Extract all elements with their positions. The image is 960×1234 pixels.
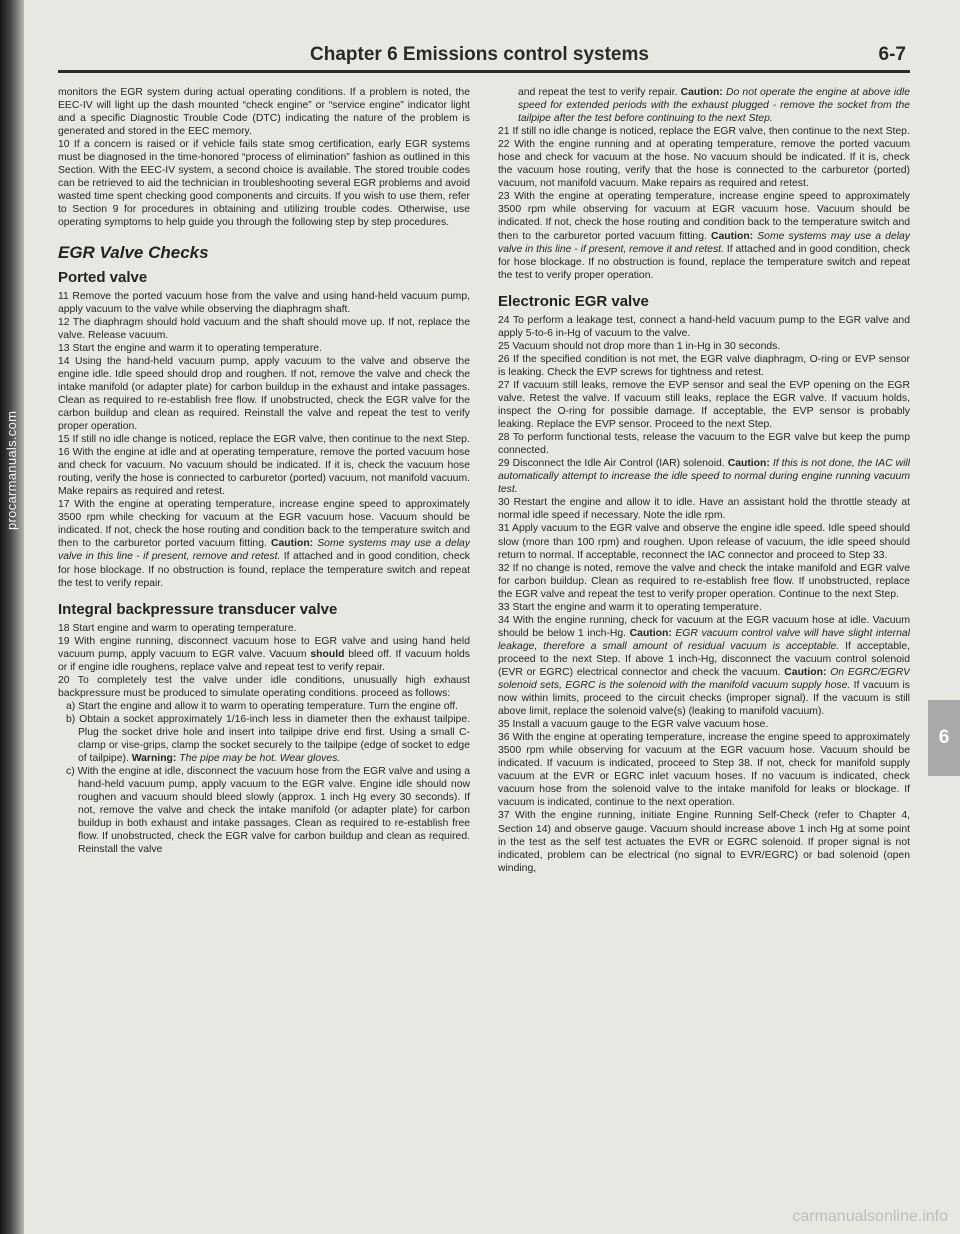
heading-egr-valve-checks: EGR Valve Checks (58, 242, 209, 262)
paragraph-14: 14 Using the hand-held vacuum pump, apply vacuum to the valve and observe the engine idle. Idle speed should drop and roughen. If not, remove the valve and check the intake manifold (or adapter plate) for carbon buildup in the exhaust and intake passages. Clean as required to re-establish free flow. If unobstructed, check the EGR valve for the carbon buildup and clean as required. Reinstall the valve and repeat the test to verify proper operation. (58, 355, 470, 432)
paragraph-15: 15 If still no idle change is noticed, replace the EGR valve, then continue to the next Step. (58, 434, 470, 446)
heading-ported-valve: Ported valve (58, 268, 148, 286)
paragraph-34-end: If vacuum is now within limits, proceed to the circuit checks (improper signal). If the vacuum is still above limit, replace the solenoid valve(s) (leaking to manifold vacuum). (498, 680, 910, 718)
heading-integral-backpressure: Integral backpressure transducer valve (58, 600, 338, 618)
paragraph-34-mid: If acceptable, proceed to the next Step. If above 1 inch-Hg, disconnect the vacuum control solenoid (EVR or EGRC) electrical connector and check the vacuum. (498, 640, 910, 678)
page-number: 6-7 (878, 44, 906, 65)
paragraph-continued (498, 86, 910, 125)
sub-step-c: c) With the engine at idle, disconnect the vacuum hose from the EGR valve and using a hand-held vacuum pump, apply vacuum to the EGR valve. Engine idle should now roughen and vacuum should bleed slowly (approx. 1 inch Hg every 30 seconds). If not, remove the valve and check the intake manifold (or adapter plate) for carbon buildup in both exhaust and intake passages. Clean as required to re-establish free flow. If unobstructed, check the EGR valve for carbon buildup and clean as required. Reinstall the valve (66, 766, 470, 856)
paragraph-18: 18 Start engine and warm to operating temperature. (58, 622, 297, 634)
paragraph-30: 30 Restart the engine and allow it to idle. Have an assistant hold the throttle steady at normal idle speed if necessary. Note the idle rpm. (498, 497, 910, 522)
paragraph-19-end: bleed off. If vacuum holds or if engine idle roughens, replace valve and repeat test to verify repair. (58, 648, 470, 673)
paragraph-26: 26 If the specified condition is not met, the EGR valve diaphragm, O-ring or EVP sensor is leaking. Check the EVP screws for tightness and retest. (498, 353, 910, 378)
caution-label: Caution: (629, 627, 672, 639)
paragraph-22: 22 With the engine running and at operating temperature, remove the ported vacuum hose and check for vacuum at the hose. No vacuum should be indicated. If it is, check the vacuum hose routing, verify that the hose is connected to the carburetor (ported) vacuum, not manifold vacuum. Make repairs as required and retest. (498, 139, 910, 190)
caution-label: Caution: (711, 230, 754, 242)
sub-step-a: a) Start the engine and allow it to warm to operating temperature. Turn the engine off. (66, 700, 458, 712)
paragraph-34 (498, 614, 910, 718)
paragraph-35: 35 Install a vacuum gauge to the EGR valve vacuum hose. (498, 719, 769, 731)
paragraph-19-emphasis: should (310, 648, 345, 660)
left-column (58, 86, 470, 1211)
caution-label: Caution: (727, 458, 770, 470)
right-column (498, 86, 910, 1211)
paragraph-36: 36 With the engine at operating temperature, increase the engine speed to approximately 3500 rpm while observing for vacuum at the EGR vacuum hose. Vacuum should be indicated. If vacuum is indicated, proceed to Step 38. If not, check for manifold supply vacuum at the EVR or EGRC inlet vacuum hoses. If no vacuum is indicated, check vacuum hose from the solenoid valve to the intake manifold for leaks or blockage. If vacuum is indicated, continue to the next operation. (498, 732, 910, 809)
paragraph-34-text: 34 With the engine running, check for vacuum at the EGR vacuum hose at idle. Vacuum should be below 1 inch-Hg. (498, 614, 910, 639)
paragraph-31: 31 Apply vacuum to the EGR valve and observe the engine idle speed. Idle speed should slow (more than 100 rpm) and roughen. Upon release of vacuum, the idle speed should return to normal. If acceptable, reconnect the IAC connector and proceed to Step 33. (498, 523, 910, 561)
paragraph-intro: monitors the EGR system during actual operating conditions. If a problem is noted, the EEC-IV will light up the dash mounted “check engine” or “service engine” indicator light and a specific Diagnostic Trouble Code (DTC) indicating the nature of the problem is generated and stored in the EEC memory. (58, 87, 470, 138)
paragraph-29 (498, 457, 910, 496)
paragraph-33: 33 Start the engine and warm it to operating temperature. (498, 601, 762, 613)
paragraph-23-text: 23 With the engine at operating temperature, increase engine speed to approximately 3500 rpm while observing for vacuum at EGR vacuum hose. Vacuum should be indicated. If not, check the hose routing and condition back to the temperature switch and then to the carburetor ported vacuum fitting. (498, 191, 910, 242)
paragraph-11: 11 Remove the ported vacuum hose from the valve and using hand-held vacuum pump, apply vacuum to the valve while observing the diaphragm shaft. (58, 290, 470, 315)
sub-step-b-text: b) Obtain a socket approximately 1/16-inch less in diameter then the exhaust tailpipe. Plug the socket drive hole and insert into tailpipe drive end first. Using a small C-clamp or vise-grips, clamp the socket securely to the tailpipe (edge of socket to edge of tailpipe). (66, 713, 470, 765)
bottom-watermark: carmanualsonline.info (792, 1208, 948, 1225)
paragraph-17 (58, 498, 470, 589)
caution-text: Do not operate the engine at above idle speed for extended periods with the exhaust plugged - remove the socket from the tailpipe after the test before continuing to the next Step. (518, 87, 910, 125)
paragraph-27: 27 If vacuum still leaks, remove the EVP sensor and seal the EVP opening on the EGR valve. Retest the valve. If vacuum still leaks, replace the EGR valve. If vacuum holds, inspect the O-ring for possible damage. If acceptable, the EVP sensor is probably leaking. Replace the EVP sensor. Proceed to the next Step. (498, 379, 910, 431)
caution-label: Caution: (680, 87, 723, 98)
book-binding-shadow (0, 0, 24, 1234)
paragraph-25: 25 Vacuum should not drop more than 1 in-Hg in 30 seconds. (498, 340, 781, 352)
paragraph-24: 24 To perform a leakage test, connect a hand-held vacuum pump to the EGR valve and apply 5-to-6 in-Hg of vacuum to the valve. (498, 314, 910, 339)
paragraph-21: 21 If still no idle change is noticed, replace the EGR valve, then continue to the next Step. (498, 126, 910, 138)
caution-label: Caution: (271, 538, 314, 550)
continued-text: and repeat the test to verify repair. (518, 87, 678, 98)
paragraph-13: 13 Start the engine and warm it to operating temperature. (58, 342, 322, 354)
caution-text: Some systems may use a delay valve in this line - if present, remove and retest. (58, 538, 470, 563)
caution-text: EGR vacuum control valve will have slight internal leakage, therefore a small amount of residual vacuum is acceptable. (498, 627, 910, 652)
caution-text-2: On EGRC/EGRV solenoid sets, EGRC is the solenoid with the manifold vacuum supply hose. (498, 666, 910, 692)
paragraph-32: 32 If no change is noted, remove the valve and check the intake manifold and EGR valve for carbon buildup. Clean as required to re-establish free flow. If unobstructed, replace the EGR valve and repeat the test to verify proper operation. Continue to the next Step. (498, 562, 910, 600)
paragraph-19-text: 19 With engine running, disconnect vacuum hose to EGR valve and using hand held vacuum pump, apply vacuum to EGR valve. Vacuum (58, 635, 470, 660)
paragraph-17-end: If attached and in good condition, check for hose blockage. If no obstruction is found, replace the temperature switch and repeat the test to verify repair. (58, 551, 470, 589)
paragraph-23-end: If attached and in good condition, check for hose blockage. If no obstruction is found, replace the temperature switch and repeat the test to verify proper operation. (498, 243, 910, 281)
chapter-tab: 6 (928, 700, 960, 776)
paragraph-23 (498, 190, 910, 281)
header-rule (58, 70, 910, 73)
paragraph-19 (58, 635, 470, 674)
sub-step-b (58, 713, 470, 765)
paragraph-20: 20 To completely test the valve under idle conditions, unusually high exhaust backpressure must be produced to simulate operating conditions. proceed as follows: (58, 674, 470, 699)
paragraph-28: 28 To perform functional tests, release the vacuum to the EGR valve but keep the pump connected. (498, 432, 910, 457)
warning-text: The pipe may be hot. Wear gloves. (179, 753, 341, 765)
caution-label-2: Caution: (784, 666, 827, 678)
paragraph-12: 12 The diaphragm should hold vacuum and the shaft should move up. If not, replace the valve. Release vacuum. (58, 316, 470, 341)
caution-text: If this is not done, the IAC will automatically attempt to increase the idle speed to normal during engine running vacuum test. (498, 458, 910, 496)
paragraph-10: 10 If a concern is raised or if vehicle fails state smog certification, early EGR systems must be diagnosed in the time-honored “process of elimination” fashion as outlined in this Section. With the EEC-IV system, a second choice is available. The stored trouble codes can be retrieved to aid the technician in troubleshooting several EGR problems and avoid wasted time spent checking good components and circuits. If you wish to use them, refer to Section 9 for procedures in obtaining and utilizing trouble codes. Otherwise, use operating symptoms to help guide you through the following step by step procedures. (58, 139, 470, 229)
chapter-title: Chapter 6 Emissions control systems (310, 44, 649, 65)
paragraph-29-text: 29 Disconnect the Idle Air Control (IAR) solenoid. (498, 458, 725, 470)
paragraph-16: 16 With the engine at idle and at operating temperature, remove the ported vacuum hose and check for vacuum. No vacuum should be indicated. If it is, check the vacuum hose routing, verify the hose is connected to carburetor (ported) vacuum, not manifold vacuum. Make repairs as required and retest. (58, 447, 470, 498)
side-watermark: procarmanuals.com (4, 410, 19, 530)
warning-label: Warning: (131, 753, 177, 765)
caution-text: Some systems may use a delay valve in this line - if present, remove it and retest. (498, 230, 910, 255)
paragraph-17-text: 17 With the engine at operating temperature, increase engine speed to approximately 3500 rpm while checking for vacuum at the EGR vacuum hose. Vacuum should be indicated. If not, check the hose routing and condition back to the temperature switch and then to the carburetor ported vacuum fitting. (58, 499, 470, 550)
paragraph-37: 37 With the engine running, initiate Engine Running Self-Check (refer to Chapter 4, Section 14) and observe gauge. Vacuum should increase above 1 inch Hg at some point in the test as the self test actuates the EVR or EGRC solenoid. If proper signal is not indicated, problem can be electrical (no signal to EVR/EGRC) or bad solenoid (open winding, (498, 810, 910, 874)
heading-electronic-egr-valve: Electronic EGR valve (498, 292, 649, 310)
